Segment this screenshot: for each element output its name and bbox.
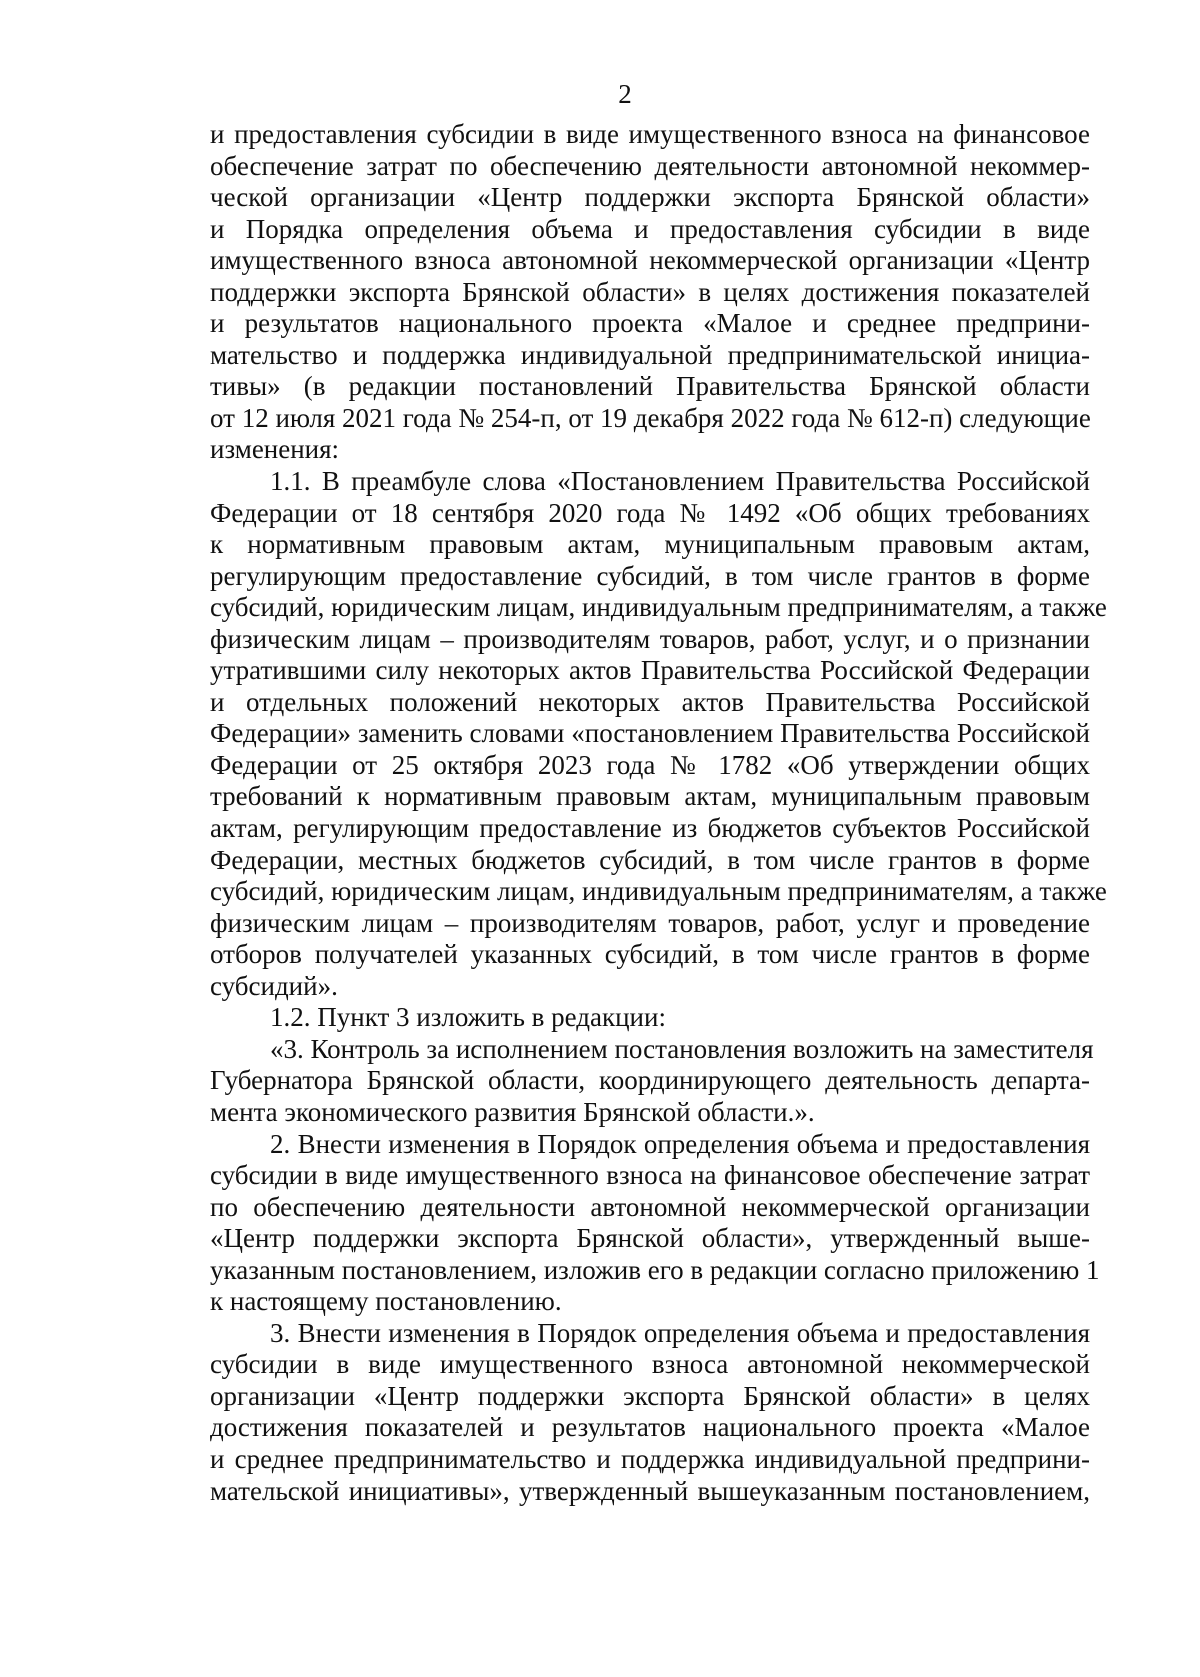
text-line: Федерации, местных бюджетов субсидий, в том числе грантов в форме [210, 844, 1090, 875]
text-line: субсидий, юридическим лицам, индивидуальным предпринимателям, а также [210, 876, 1107, 907]
document-body [210, 119, 1107, 1507]
text-line: Федерации» заменить словами «постановлением Правительства Российской [210, 718, 1090, 749]
text-line: «3. Контроль за исполнением постановления возложить на заместителя [270, 1033, 1094, 1064]
text-line: к нормативным правовым актам, муниципальным правовым актам, [210, 529, 1090, 560]
text-line: 1.2. Пункт 3 изложить в редакции: [270, 1002, 666, 1033]
page-number: 2 [618, 79, 632, 109]
text-line: мента экономического развития Брянской области.». [210, 1096, 815, 1127]
text-line: 2. Внести изменения в Порядок определения объема и предоставления [270, 1128, 1090, 1159]
text-line: Федерации от 18 сентября 2020 года № 1492 «Об общих требованиях [210, 497, 1090, 528]
text-line: 3. Внести изменения в Порядок определения объема и предоставления [270, 1317, 1090, 1348]
text-line: к настоящему постановлению. [210, 1286, 562, 1317]
text-line: имущественного взноса автономной некоммерческой организации «Центр [210, 245, 1090, 276]
text-line: утратившими силу некоторых актов Правительства Российской Федерации [210, 655, 1090, 686]
text-line: достижения показателей и результатов национального проекта «Малое [210, 1412, 1090, 1443]
text-line: и среднее предпринимательство и поддержка индивидуальной предприни- [210, 1443, 1090, 1474]
text-line: отборов получателей указанных субсидий, в том числе грантов в форме [210, 939, 1090, 970]
text-line: изменения: [210, 434, 340, 465]
text-line: и результатов национального проекта «Малое и среднее предприни- [210, 308, 1090, 339]
text-line: субсидий, юридическим лицам, индивидуальным предпринимателям, а также [210, 592, 1107, 623]
text-line: мательство и поддержка индивидуальной предпринимательской инициа- [210, 339, 1090, 370]
text-line: мательской инициативы», утвержденный вышеуказанным постановлением, [210, 1475, 1090, 1506]
text-line: указанным постановлением, изложив его в редакции согласно приложению 1 [210, 1254, 1100, 1285]
text-line: Федерации от 25 октября 2023 года № 1782 «Об утверждении общих [210, 749, 1090, 780]
text-line: физическим лицам – производителям товаров, работ, услуг и проведение [210, 907, 1090, 938]
text-line: требований к нормативным правовым актам, муниципальным правовым [210, 781, 1090, 812]
text-line: субсидии в виде имущественного взноса на финансовое обеспечение затрат [210, 1160, 1090, 1191]
text-line: и Порядка определения объема и предоставления субсидии в виде [210, 213, 1090, 244]
text-line: по обеспечению деятельности автономной некоммерческой организации [210, 1191, 1090, 1222]
text-line: Губернатора Брянской области, координирующего деятельность департа- [210, 1065, 1090, 1096]
text-line: регулирующим предоставление субсидий, в том числе грантов в форме [210, 560, 1090, 591]
text-line: субсидий». [210, 970, 338, 1001]
text-line: актам, регулирующим предоставление из бюджетов субъектов Российской [210, 813, 1090, 844]
text-line: от 12 июля 2021 года № 254-п, от 19 декабря 2022 года № 612-п) следующие [210, 402, 1091, 433]
text-line: физическим лицам – производителям товаров, работ, услуг, и о признании [210, 623, 1090, 654]
text-line: и отдельных положений некоторых актов Правительства Российской [210, 686, 1090, 717]
text-line: 1.1. В преамбуле слова «Постановлением Правительства Российской [270, 466, 1090, 497]
text-line: организации «Центр поддержки экспорта Брянской области» в целях [210, 1380, 1090, 1411]
text-line: тивы» (в редакции постановлений Правительства Брянской области [210, 371, 1090, 402]
text-line: ческой организации «Центр поддержки экспорта Брянской области» [210, 182, 1090, 213]
text-line: «Центр поддержки экспорта Брянской области», утвержденный выше- [210, 1223, 1090, 1254]
text-line: поддержки экспорта Брянской области» в целях достижения показателей [210, 276, 1090, 307]
text-line: субсидии в виде имущественного взноса автономной некоммерческой [210, 1349, 1090, 1380]
text-line: и предоставления субсидии в виде имущественного взноса на финансовое [210, 119, 1090, 149]
text-line: обеспечение затрат по обеспечению деятельности автономной некоммер- [210, 150, 1090, 181]
